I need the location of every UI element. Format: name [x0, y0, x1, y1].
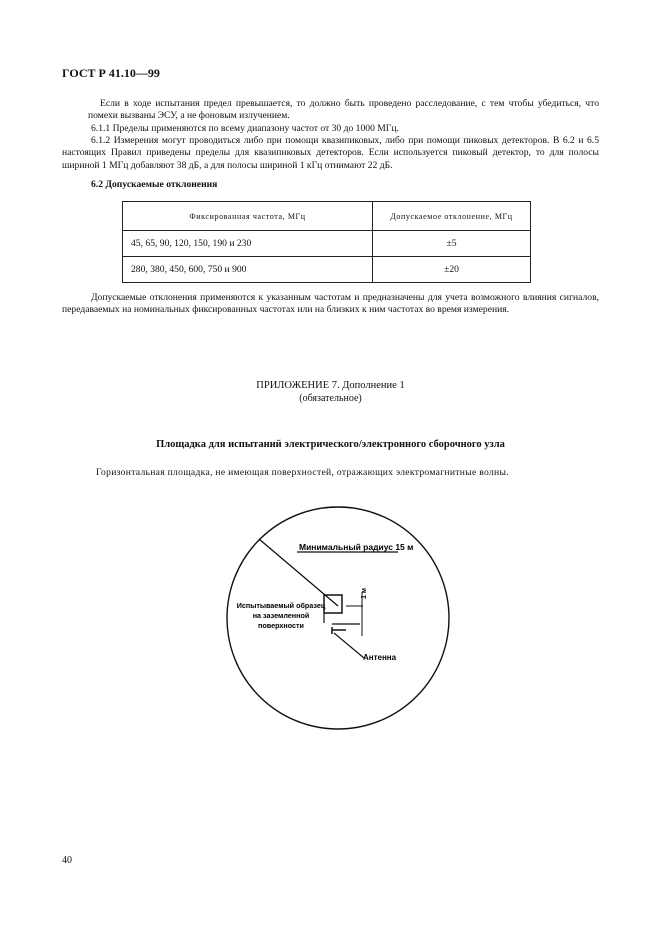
appendix-label: ПРИЛОЖЕНИЕ 7. Дополнение 1 [256, 380, 405, 391]
frequency-cell: 45, 65, 90, 120, 150, 190 и 230 [123, 231, 373, 257]
distance-label: 1 м [361, 587, 368, 599]
paragraph-tolerance-note: Допускаемые отклонения применяются к указанным частотам и предназначены для учета возможного влияния сигналов, передаваемых на номинальных фиксированных частотах или на близких к ним частотах во время измерения. [62, 292, 599, 316]
frequency-cell: 280, 380, 450, 600, 750 и 900 [123, 257, 373, 283]
table-row [123, 231, 531, 257]
test-sample-square [324, 595, 342, 613]
appendix-description: Горизонтальная площадка, не имеющая поверхностей, отражающих электромагнитные волны. [96, 467, 509, 478]
antenna-leader [334, 633, 364, 658]
test-site-diagram [226, 506, 450, 730]
page-number: 40 [62, 855, 72, 866]
column-header-frequency: Фиксированная частота, МГц [123, 202, 373, 231]
document-header: ГОСТ Р 41.10—99 [62, 66, 160, 80]
paragraph-investigation: Если в ходе испытания предел превышается, то должно быть проведено расследование, с тем чтобы убедиться, что помехи вызваны ЭСУ, а не фоновым излучением. [88, 98, 599, 122]
column-header-tolerance: Допускаемое отклонение, МГц [373, 202, 531, 231]
antenna-label: Антенна [363, 653, 397, 662]
radius-label: Минимальный радиус 15 м [299, 542, 414, 552]
sample-label-line-2: на заземленной [252, 611, 310, 620]
table-header-row [123, 202, 531, 231]
appendix-title: Площадка для испытаний электрического/электронного сборочного узла [156, 439, 505, 450]
tolerance-cell: ±5 [373, 231, 531, 257]
sample-label-line-1: Испытываемый образец [236, 601, 326, 610]
paragraph-6-1-2: 6.1.2 Измерения могут проводиться либо при помощи квазипиковых, либо при помощи пиковых детекторов. В 6.2 и 6.5 настоящих Правил приведены пределы для квазипиковых детекторов. Если используется пиковый детектор, то для полосы шириной 1 МГц добавляют 38 дБ, а для полосы шириной 1 кГц отнимают 22 дБ. [62, 135, 599, 171]
section-heading-6-2: 6.2 Допускаемые отклонения [91, 179, 218, 190]
tolerance-table [122, 201, 531, 283]
sample-label-line-3: поверхности [258, 621, 304, 630]
paragraph-6-1-1: 6.1.1 Пределы применяются по всему диапазону частот от 30 до 1000 МГц. [91, 123, 399, 134]
appendix-status: (обязательное) [299, 393, 362, 404]
tolerance-cell: ±20 [373, 257, 531, 283]
table-row [123, 257, 531, 283]
